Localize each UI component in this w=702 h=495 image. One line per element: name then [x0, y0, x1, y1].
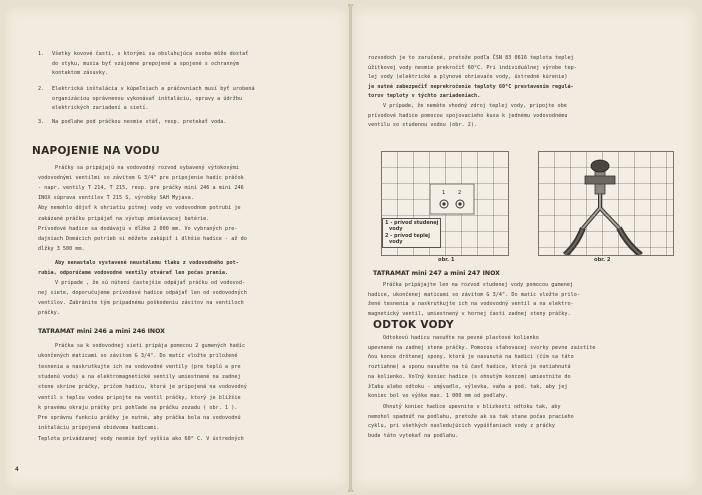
text-line: na kolienko. Voľný koniec hadice (s ohnutým koncom) umiestnite do	[368, 373, 571, 380]
text-line: Ohnutý koniec hadice upevnite v blízkosti odtoku tak, aby	[383, 404, 561, 410]
figure-1-legend: 1 - prívod studenej vody 2 - prívod teplej vody	[382, 218, 441, 248]
text-line: nej siete, doporučujeme prívodové hadice odpájať len od vodovodných	[38, 290, 247, 297]
text-line: Aby nemohlo dôjsť k ohriatiu pitnej vody vo vodovodnom potrubí je	[38, 205, 241, 212]
text-line: vodovodnými ventilmi so závitom G 3/4" pre pripojenie hadíc práčok	[38, 175, 244, 182]
figure-2-drawing	[539, 152, 673, 255]
text-line: stene skrine práčky, pričom hadicu, ktorá je pripojená na vodovodný	[38, 384, 247, 391]
text-line: koniec bol vo výške max. 1 000 mm od podlahy.	[368, 393, 509, 400]
text-line: Prívodové hadice sa dodávajú v dĺžke 2 000 mm. Vo vybraných pre-	[38, 225, 238, 232]
list-item-line: kontaktom zásuvky.	[52, 70, 109, 76]
text-line: bude táto vytekať na podlahu.	[368, 433, 459, 440]
text-line: - napr. ventily T 214, T 215, resp. pre práčky mini 246 a mini 246	[38, 185, 244, 192]
text-line: práčky.	[38, 310, 60, 317]
list-item-line: Na podlahe pod práčkou nesmie stáť, resp. pretekať voda.	[52, 119, 227, 125]
list-item-line: organizáciou oprávnenou vykonávať inštaláciu, opravy a údržbu	[52, 95, 243, 102]
text-line: INOX súprava ventilov T 215 S, výrobky SAH Myjava.	[38, 195, 194, 202]
text-line: tesnenia a naskrutkujte ich na vodovodné ventily (pre teplú a pre	[38, 363, 241, 370]
text-line: k pravému okraju práčky pri pohľade na práčku zozadu ( obr. 1 ).	[38, 404, 238, 411]
text-line: V prípade, že nemáte vhodný zdroj teplej vody, pripojte obe	[383, 103, 567, 109]
list-item-line: elektrických zariadení a sietí.	[52, 105, 149, 111]
right-page	[352, 6, 698, 490]
text-line: roztiahne) a sponu nasuňte na tú časť hadice, ktorá je natiahnutá	[368, 364, 571, 371]
text-line: dĺžky 3 500 mm.	[38, 245, 85, 252]
text-line: ventilu so studenou vodou (obr. 2).	[368, 122, 478, 128]
text-line: prívodové hadice pomocou spojovacieho kusa k jednému vodovodnému	[368, 112, 568, 119]
text-line: Odtokovú hadicu nasuňte na pevné plastové kolienko	[383, 335, 539, 341]
figure-1-label-1: 1	[442, 190, 446, 196]
list-number: 2.	[38, 86, 45, 92]
text-line: Aby nenastalo vystavené neustálemu tlaku z vodovodného pot-	[55, 260, 239, 266]
text-line: studenú vodu) a na elektromagnetické ventily umiestnené na zadnej	[38, 373, 241, 380]
text-line: lej vody (elektrické a plynové ohrievače vody, ústredné kúrenie)	[368, 74, 568, 80]
text-line: žené tesnenia a naskrutkujte ich na vodovodný ventil a na elektro-	[368, 301, 574, 308]
text-line: ňou konce drôtenej spony, ktorá je nasunutá na hadici (čím sa táto	[368, 354, 574, 361]
text-line: ventil s teplou vodou pripojte na ventil práčky, ktorý je bližšie	[38, 394, 241, 401]
text-line: zakázané práčku pripájať na výstup zmiešavacej batérie.	[38, 215, 210, 222]
text-line: cyklu, pri všetkých nasledujúcich vypúšťaniach vody z práčky	[368, 423, 556, 430]
text-line: nemohol spadnúť na podlahu, pretože ak sa tak stane počas pracieho	[368, 413, 574, 420]
figure-2	[538, 151, 674, 256]
list-item-line: Elektrická inštalácia v kúpeľniach a práčovniach musí byť urobená	[52, 86, 255, 92]
text-line: Práčka sa k vodovodnej sieti pripája pomocou 2 gumených hadíc	[55, 343, 246, 349]
text-line: Teplota privádzanej vody nesmie byť vyššia ako 60° C. V ústredných	[38, 435, 244, 442]
figure-1-caption: obr. 1	[438, 257, 455, 263]
figure-1-label-2: 2	[458, 190, 462, 196]
section-title-odtok: ODTOK VODY	[373, 319, 454, 331]
figure-2-caption: obr. 2	[594, 257, 611, 263]
section-title-tatramat-247: TATRAMAT mini 247 a mini 247 INOX	[373, 270, 500, 277]
text-line: hadice, ukončenej maticami so závitom G 3/4". Do matíc vložte prilo-	[368, 291, 580, 298]
text-line: je nutné zabezpečiť neprekročenie teploty 60°C prestavením regulá-	[368, 83, 574, 90]
text-line: dajniach Domácich potrieb si môžete zakúpiť i dlhšie hadice - až do	[38, 235, 247, 242]
text-line: magnetický ventil, umiestnený v hornej časti zadnej steny práčky.	[368, 310, 571, 317]
text-line: Práčky sa pripájajú na vodovodný rozvod vybavený výtokovými	[55, 165, 239, 171]
text-line: V prípade , že sú nútení častejšie odpájať práčku od vodovod-	[55, 280, 246, 286]
section-title-tatramat-246: TATRAMAT mini 246 a mini 246 INOX	[38, 328, 165, 335]
left-page	[4, 6, 349, 490]
text-line: torov teploty v týchto zariadeniach.	[368, 93, 481, 99]
text-line: rozvodoch je to zaručené, pretože podľa ČSN 83 0616 teplota teplej	[368, 55, 574, 61]
page-number: 4	[15, 466, 19, 473]
text-line: ukončených maticami so závitom G 3/4". Do matíc vložte priložené	[38, 353, 238, 360]
text-line: Pre správnu funkciu práčky je nutné, aby práčka bola na vodovodnú	[38, 415, 241, 422]
text-line: ventilov. Zabránite tým prípadnému poškodeniu závitov na ventiloch	[38, 300, 244, 307]
text-line: inštaláciu pripojená obidvoma hadicami.	[38, 425, 160, 432]
section-title-napojenie: NAPOJENIE NA VODU	[32, 145, 160, 157]
text-line: upevnené na zadnej stene práčky. Pomocou sťahovacej svorky pevne zaistite	[368, 344, 596, 351]
list-item-line: Všetky kovové časti, s ktorými sa obsluhujúca osoba môže dostať	[52, 51, 249, 57]
list-number: 3.	[38, 119, 45, 125]
list-number: 1.	[38, 51, 45, 57]
text-line: žľabu alebo odtoku - umývadlo, výlevka, vaňa a pod. tak, aby jej	[368, 383, 568, 390]
text-line: rubia, odporúčame vodovodné ventily otvárať len počas prania.	[38, 270, 229, 276]
text-line: Práčka pripájajte len na rozvod studenej vody pomocou gumenej	[383, 282, 574, 288]
text-line: úžitkovej vody nesmie prekročiť 60°C. Pri individuálnej výrobe tep-	[368, 64, 577, 71]
list-item-line: do styku, musia byť vzájomne prepojené a spojené s ochranným	[52, 60, 240, 67]
